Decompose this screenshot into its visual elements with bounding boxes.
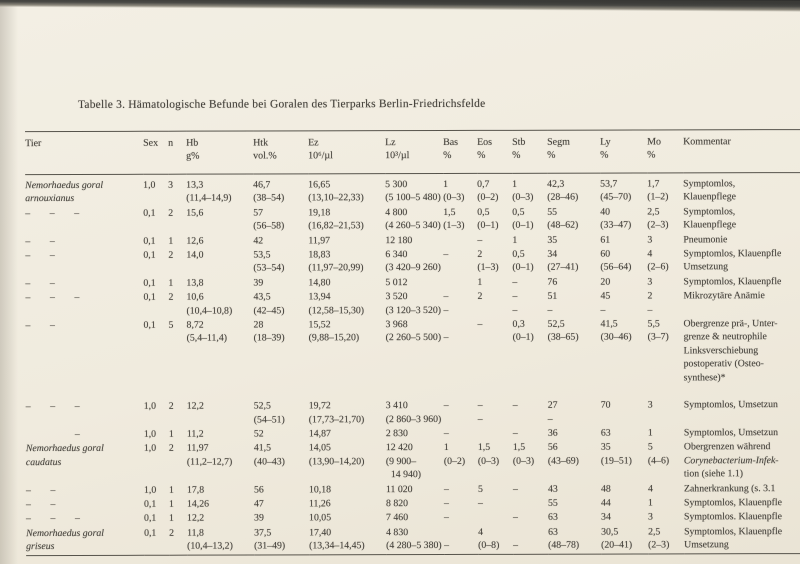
cell-ly: 63 bbox=[600, 427, 611, 439]
cell-bas: 1 (0–2) bbox=[443, 442, 466, 467]
cell-htk: 37,5 (31–49) bbox=[254, 527, 286, 552]
cell-hb: 12,2 bbox=[186, 400, 204, 412]
cell-segm: 27 – bbox=[547, 399, 558, 425]
cell-segm: 35 bbox=[547, 234, 558, 246]
cell-mo: 3 bbox=[647, 399, 653, 411]
cell-htk: 53,5 (53–54) bbox=[253, 249, 285, 274]
cell-n: 2 bbox=[168, 291, 174, 303]
cell-htk: 39 bbox=[253, 277, 264, 289]
cell-n: 5 bbox=[168, 319, 174, 331]
cell-lz: 5 012 bbox=[385, 276, 408, 288]
cell-sex: 1,0 bbox=[143, 400, 157, 412]
cell-tier: – bbox=[25, 428, 80, 440]
cell-ez: 14,87 bbox=[308, 428, 331, 440]
cell-eos: 2 (1–3) bbox=[477, 248, 499, 274]
cell-stb: 0,5 (0–1) bbox=[512, 248, 534, 274]
cell-tier: Nemorhaedus goral caudatus bbox=[25, 443, 104, 468]
cell-sex: 0,1 bbox=[143, 498, 157, 510]
cell-mo: 3 bbox=[647, 234, 653, 246]
cell-htk: 52 bbox=[253, 428, 264, 440]
cell-segm: 34 (27–41) bbox=[547, 248, 579, 274]
cell-n: 2 bbox=[168, 207, 174, 219]
cell-htk: 47 bbox=[253, 498, 264, 510]
cell-htk: 28 (18–39) bbox=[253, 319, 285, 344]
cell-ez: 19,72 (17,73–21,70) bbox=[308, 400, 365, 425]
cell-htk: 46,7 (38–54) bbox=[253, 179, 285, 204]
cell-tier: – – – bbox=[25, 207, 80, 219]
hematology-table bbox=[25, 129, 800, 556]
table-row bbox=[25, 172, 800, 206]
cell-ez: 11,26 bbox=[308, 498, 331, 510]
column-header-bas: Bas % bbox=[443, 130, 477, 173]
cell-eos: – bbox=[477, 497, 483, 509]
cell-tier: – – – bbox=[25, 292, 80, 304]
cell-mo: 3 bbox=[648, 511, 653, 523]
cell-mo: 3 bbox=[647, 276, 653, 288]
cell-kommentar: Symptomlos, Klauenpfle bbox=[683, 497, 782, 509]
cell-bas: – bbox=[443, 332, 449, 344]
cell-mo: 1 bbox=[647, 427, 653, 439]
cell-n: 2 bbox=[168, 249, 174, 261]
cell-n: 2 bbox=[168, 400, 174, 412]
table-row bbox=[25, 289, 800, 319]
cell-mo: 2 – bbox=[647, 290, 653, 316]
cell-bas bbox=[443, 234, 477, 248]
cell-segm: 51 – bbox=[547, 290, 558, 316]
cell-sex: 0,1 bbox=[143, 319, 156, 331]
cell-hb: 14,26 bbox=[186, 498, 210, 510]
cell-ez: 10,05 bbox=[309, 512, 332, 524]
cell-ly: 61 bbox=[600, 234, 611, 246]
cell-mo: 1 bbox=[647, 497, 653, 509]
cell-ez: 14,80 bbox=[308, 277, 331, 289]
cell-ez: 15,52 (9,88–15,20) bbox=[308, 319, 360, 344]
cell-kommentar: Obergrenze prä-, Unter- grenze & neutrophile Linksverschiebung postoperativ (Osteo- synthese)* bbox=[683, 318, 778, 384]
column-header-stb: Stb % bbox=[512, 130, 547, 173]
column-header-ez: Ez 10⁶/µl bbox=[308, 131, 385, 174]
cell-htk: 42 bbox=[253, 235, 264, 247]
cell-sex: 0,1 bbox=[143, 207, 156, 219]
cell-kommentar: Obergrenzen während Corynebacterium-Infek- tion (siehe 1.1) bbox=[683, 441, 779, 480]
cell-lz: 11 020 bbox=[385, 483, 413, 495]
cell-hb: 8,72 (5,4–11,4) bbox=[186, 319, 228, 345]
cell-ez: 10,18 bbox=[308, 483, 332, 495]
cell-eos bbox=[478, 427, 513, 441]
cell-lz: 3 410 (2 860–3 960) bbox=[385, 400, 442, 425]
table-row bbox=[26, 317, 800, 387]
cell-hb: 10,6 (10,4–10,8) bbox=[186, 291, 233, 317]
cell-n: 1 bbox=[169, 513, 174, 525]
cell-n: 3 bbox=[168, 179, 174, 191]
cell-eos: 0,7 (0–2) bbox=[477, 178, 499, 204]
cell-eos: 5 bbox=[477, 483, 483, 495]
cell-segm: 63 (48–78) bbox=[548, 526, 580, 551]
cell-eos: – bbox=[477, 318, 483, 330]
column-header-mo: Mo % bbox=[647, 130, 683, 173]
cell-stb: – bbox=[513, 512, 518, 524]
cell-htk: 41,5 (40–43) bbox=[253, 442, 285, 468]
cell-lz: 6 340 (3 420–9 260) bbox=[385, 249, 441, 274]
cell-lz: 7 460 bbox=[386, 512, 409, 524]
cell-htk: 43,5 (42–45) bbox=[253, 291, 285, 317]
cell-bas bbox=[443, 276, 477, 290]
cell-sex: 1,0 bbox=[143, 428, 157, 440]
table-row bbox=[25, 205, 800, 235]
page-edge-shadow bbox=[0, 0, 18, 564]
cell-hb: 11,2 bbox=[186, 428, 204, 440]
cell-bas: 1 (0–3) bbox=[443, 178, 465, 204]
cell-bas: – bbox=[443, 400, 449, 412]
cell-ly: 41,5 (30–46) bbox=[600, 318, 632, 344]
cell-kommentar: Symptomlos, Klauenpflege bbox=[683, 206, 737, 231]
column-header-eos: Eos % bbox=[477, 130, 512, 173]
cell-tier: – – bbox=[25, 250, 55, 262]
cell-tier: – – – bbox=[26, 513, 80, 525]
cell-stb: – bbox=[512, 483, 518, 495]
cell-sex: 1,0 bbox=[143, 443, 157, 455]
cell-bas: – bbox=[444, 512, 449, 524]
cell-lz: 5 300 (5 100–5 480) bbox=[385, 179, 441, 204]
cell-lz: 3 520 (3 120–3 520) bbox=[385, 291, 442, 316]
cell-mo: 2,5 (2–3) bbox=[648, 526, 670, 551]
cell-stb: – bbox=[513, 539, 519, 551]
cell-stb: 1 (0–3) bbox=[512, 178, 534, 204]
cell-hb: 11,8 (10,4–13,2) bbox=[187, 527, 233, 552]
cell-kommentar: Symptomlos, Klauenpfle Umsetzung bbox=[684, 525, 783, 551]
cell-stb: – bbox=[512, 399, 518, 411]
cell-ly: 44 bbox=[600, 497, 611, 509]
column-header-htk: Htk vol.% bbox=[253, 131, 308, 174]
table-row bbox=[26, 440, 800, 483]
cell-eos: 2 bbox=[477, 291, 483, 303]
cell-lz: 12 420 (9 900– 14 940) bbox=[385, 442, 422, 481]
cell-lz: 4 800 (4 260–5 340) bbox=[385, 206, 441, 232]
cell-lz: 12 180 bbox=[385, 234, 413, 246]
cell-ez: 13,94 (12,58–15,30) bbox=[308, 291, 365, 317]
cell-stb: 1,5 (0–3) bbox=[512, 442, 535, 467]
cell-ly: 40 (33–47) bbox=[600, 206, 632, 231]
cell-stb: 0,3 (0–1) bbox=[512, 318, 534, 344]
cell-ly: 20 bbox=[600, 276, 611, 288]
column-header-segm: Segm % bbox=[547, 130, 600, 173]
cell-bas: – bbox=[444, 540, 450, 552]
cell-eos: 1 bbox=[477, 276, 483, 288]
cell-sex: 1,0 bbox=[143, 484, 157, 496]
cell-sex: 0,1 bbox=[144, 513, 157, 525]
cell-ez: 18,83 (11,97–20,99) bbox=[308, 249, 364, 274]
cell-n: 1 bbox=[168, 277, 174, 289]
cell-htk: 57 (56–58) bbox=[253, 207, 285, 232]
cell-stb: – – bbox=[512, 291, 518, 316]
table-row bbox=[26, 525, 800, 555]
cell-mo: 4 (2–6) bbox=[647, 248, 669, 273]
table-title: Tabelle 3. Hämatologische Befunde bei Goralen des Tierparks Berlin-Friedrichsfelde bbox=[77, 97, 486, 111]
header-row bbox=[25, 129, 800, 174]
cell-mo: 4 bbox=[647, 482, 653, 494]
cell-hb: 13,8 bbox=[186, 277, 204, 289]
cell-ly: 35 (19–51) bbox=[600, 441, 632, 467]
cell-segm: 52,5 (38–65) bbox=[547, 318, 579, 344]
cell-hb: 17,8 bbox=[186, 484, 205, 496]
cell-mo: 5 (4–6) bbox=[647, 441, 670, 467]
cell-sex: 0,1 bbox=[143, 277, 156, 289]
cell-htk: 52,5 (54–51) bbox=[253, 400, 285, 425]
cell-ez: 14,05 (13,90–14,20) bbox=[308, 442, 365, 468]
cell-n: 1 bbox=[168, 428, 174, 440]
cell-kommentar: Pneumonie bbox=[683, 233, 728, 245]
cell-kommentar: Mikrozytäre Anämie bbox=[683, 290, 765, 302]
column-header-lz: Lz 10³/µl bbox=[385, 130, 443, 173]
cell-kommentar: Symptomlos, Umsetzun bbox=[683, 427, 779, 439]
cell-ly: 45 – bbox=[600, 290, 611, 316]
cell-n: 2 bbox=[169, 527, 175, 539]
cell-lz: 4 830 (4 280–5 380) bbox=[386, 526, 442, 552]
cell-stb: – bbox=[512, 276, 518, 288]
cell-eos: 0,5 (0–1) bbox=[477, 206, 499, 232]
cell-kommentar: Symptomlos, Klauenpflege bbox=[683, 178, 736, 203]
cell-ly: 34 bbox=[601, 511, 611, 523]
cell-hb: 14,0 bbox=[186, 249, 204, 261]
cell-sex: 0,1 bbox=[144, 527, 157, 539]
cell-ez: 17,40 (13,34–14,45) bbox=[309, 527, 365, 552]
cell-tier: Nemorhaedus goral arnouxianus bbox=[25, 179, 104, 205]
column-header-n: n bbox=[168, 131, 186, 174]
cell-segm: 76 bbox=[547, 276, 558, 288]
cell-sex: 0,1 bbox=[143, 249, 156, 261]
cell-eos bbox=[478, 511, 513, 525]
cell-lz: 8 820 bbox=[385, 498, 409, 510]
cell-sex: 0,1 bbox=[143, 292, 156, 304]
cell-hb: 12,6 bbox=[186, 235, 204, 247]
cell-mo: 5,5 (3–7) bbox=[647, 318, 669, 343]
cell-htk: 56 bbox=[253, 483, 264, 496]
cell-sex: 1,0 bbox=[143, 179, 156, 191]
cell-kommentar: Symptomlos, Umsetzun bbox=[683, 399, 778, 411]
cell-tier: – – bbox=[25, 320, 55, 332]
cell-n: 1 bbox=[168, 484, 174, 496]
cell-eos: 4 (0–8) bbox=[478, 526, 500, 552]
cell-hb: 11,97 (11,2–12,7) bbox=[186, 442, 233, 468]
cell-tier: – – bbox=[25, 235, 55, 247]
column-header-tier: Tier bbox=[25, 131, 143, 174]
cell-ly: 30,5 (20–41) bbox=[601, 526, 633, 551]
cell-sex: 0,1 bbox=[143, 235, 156, 247]
cell-mo: 2,5 (2–3) bbox=[647, 206, 669, 231]
cell-bas: – bbox=[443, 427, 449, 439]
column-header-hb: Hb g% bbox=[186, 131, 253, 174]
cell-n: 1 bbox=[168, 235, 174, 247]
cell-eos: 1,5 (0–3) bbox=[477, 442, 500, 467]
cell-tier: Nemorhaedus goral griseus bbox=[26, 527, 105, 553]
table-row bbox=[25, 247, 800, 277]
cell-n: 2 bbox=[168, 443, 174, 455]
cell-ez: 16,65 (13,10–22,33) bbox=[308, 179, 364, 204]
cell-eos: – – bbox=[477, 399, 483, 425]
cell-lz: 3 968 (2 260–5 500) bbox=[385, 319, 442, 344]
cell-hb: 13,3 (11,4–14,9) bbox=[186, 179, 232, 205]
table-row bbox=[26, 385, 800, 428]
cell-ez: 19,18 (16,82–21,53) bbox=[308, 207, 364, 232]
column-header-sex: Sex bbox=[143, 131, 168, 174]
cell-segm: 63 bbox=[548, 512, 558, 524]
cell-ly: 53,7 (45–70) bbox=[600, 178, 632, 203]
cell-tier: – – bbox=[25, 277, 55, 289]
cell-segm: 55 (48–62) bbox=[547, 206, 579, 231]
cell-kommentar: Symptomlos, Klauenpfle bbox=[683, 275, 782, 288]
cell-htk: 39 bbox=[254, 512, 264, 524]
cell-bas: – bbox=[443, 483, 449, 495]
cell-n: 1 bbox=[168, 498, 174, 510]
cell-kommentar: Symptomlos, Klauenpfle Umsetzung bbox=[683, 248, 782, 273]
cell-ly: 70 bbox=[600, 399, 611, 411]
cell-kommentar: Symptomlos. Klauenpfle bbox=[684, 511, 783, 523]
cell-lz: 2 830 bbox=[385, 427, 408, 440]
cell-segm: 55 bbox=[547, 497, 558, 509]
cell-kommentar: Zahnerkrankung (s. 3.1 bbox=[683, 482, 776, 494]
cell-segm: 42,3 (28–46) bbox=[547, 178, 579, 204]
column-header-kommentar: Kommentar bbox=[683, 129, 800, 172]
column-header-ly: Ly % bbox=[600, 130, 647, 173]
cell-stb bbox=[513, 497, 548, 511]
cell-tier: – – bbox=[25, 498, 56, 511]
cell-tier: – – bbox=[25, 484, 56, 496]
cell-segm: 36 bbox=[547, 427, 558, 439]
cell-bas: 1,5 (1–3) bbox=[443, 206, 465, 232]
cell-bas: – bbox=[443, 497, 449, 509]
cell-ly: 60 (56–64) bbox=[600, 248, 632, 274]
cell-bas: – – bbox=[443, 291, 449, 316]
cell-segm: 56 (43–69) bbox=[547, 442, 579, 467]
cell-tier: – – – bbox=[25, 401, 80, 413]
cell-stb: – bbox=[512, 427, 518, 439]
cell-eos: – bbox=[477, 234, 483, 246]
cell-mo: 1,7 (1–2) bbox=[647, 178, 669, 203]
cell-segm: 43 bbox=[547, 483, 558, 495]
cell-ez: 11,97 bbox=[308, 234, 331, 246]
cell-stb: 0,5 (0–1) bbox=[512, 206, 534, 232]
cell-stb: 1 bbox=[512, 234, 518, 246]
cell-hb: 12,2 bbox=[187, 512, 205, 525]
cell-bas: – bbox=[443, 249, 449, 261]
cell-ly: 48 bbox=[600, 483, 611, 495]
cell-hb: 15,6 bbox=[186, 207, 204, 219]
